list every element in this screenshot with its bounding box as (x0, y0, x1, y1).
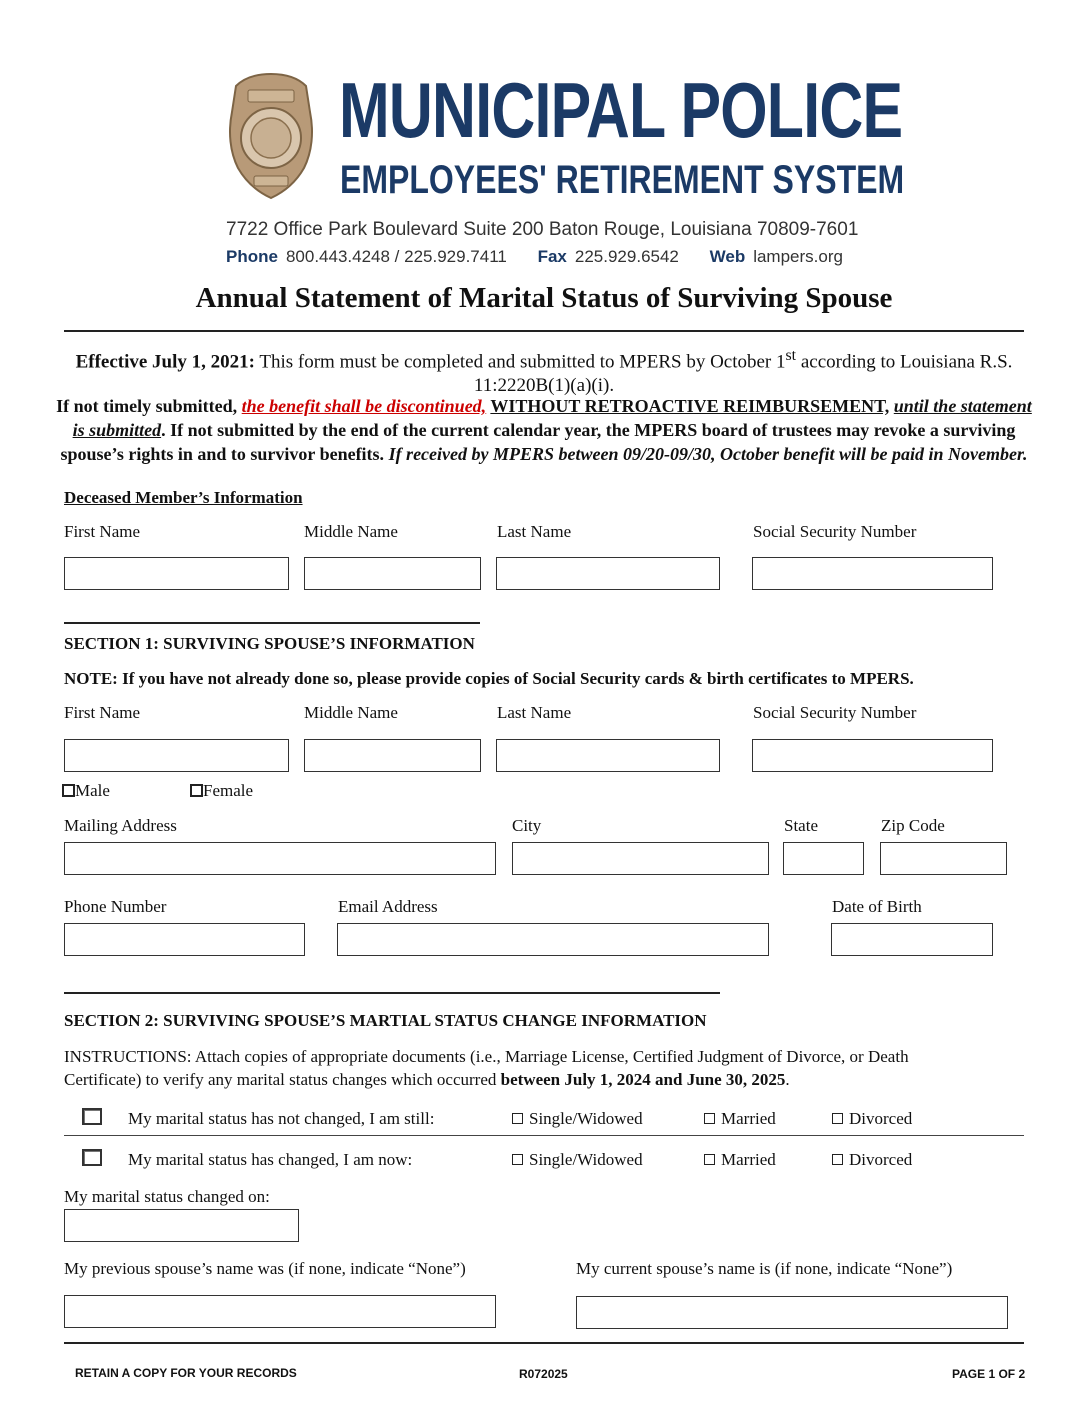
section2-heading: SECTION 2: SURVIVING SPOUSE’S MARTIAL STATUS CHANGE INFORMATION (64, 1011, 707, 1030)
male-checkbox[interactable] (62, 784, 75, 797)
not-changed-married-option[interactable] (704, 1109, 776, 1129)
city-label: City (512, 816, 542, 835)
phone-number-input[interactable] (64, 923, 305, 956)
not-changed-divorced-option[interactable] (832, 1109, 912, 1129)
deceased-last-name-input[interactable] (496, 557, 720, 590)
spouse-first-name-input[interactable] (64, 739, 289, 772)
email-label: Email Address (338, 897, 438, 916)
not-changed-married-label: Married (721, 1109, 776, 1128)
fax-value: 225.929.6542 (574, 247, 679, 266)
web-value: lampers.org (753, 247, 843, 266)
effective-text: This form must be completed and submitted to MPERS by October 1 (254, 351, 786, 373)
deceased-middle-name-label: Middle Name (304, 522, 398, 541)
spouse-last-name-label: Last Name (497, 703, 572, 722)
warning-notice (52, 394, 1036, 466)
org-contact-line (226, 247, 843, 267)
section1-heading: SECTION 1: SURVIVING SPOUSE’S INFORMATION (64, 634, 475, 653)
dob-label: Date of Birth (832, 897, 922, 916)
spouse-last-name-input[interactable] (496, 739, 720, 772)
not-changed-single-checkbox[interactable] (512, 1113, 523, 1124)
current-spouse-input[interactable] (576, 1296, 1008, 1329)
changed-married-checkbox[interactable] (704, 1154, 715, 1165)
deceased-ssn-label: Social Security Number (753, 522, 917, 541)
deceased-middle-name-input[interactable] (304, 557, 481, 590)
not-changed-divorced-label: Divorced (849, 1109, 913, 1128)
female-option[interactable] (190, 781, 253, 801)
female-label: Female (203, 781, 254, 800)
changed-single-label: Single/Widowed (529, 1150, 643, 1169)
not-changed-label: My marital status has not changed, I am still: (128, 1109, 435, 1128)
footer-divider (64, 1342, 1024, 1344)
section1-divider (64, 622, 480, 624)
title-divider (64, 330, 1024, 332)
city-input[interactable] (512, 842, 769, 875)
previous-spouse-input[interactable] (64, 1295, 496, 1328)
not-changed-checkbox[interactable] (82, 1108, 102, 1125)
changed-divorced-option[interactable] (832, 1150, 912, 1170)
not-changed-single-label: Single/Widowed (529, 1109, 643, 1128)
changed-single-checkbox[interactable] (512, 1154, 523, 1165)
state-label: State (784, 816, 818, 835)
dob-input[interactable] (831, 923, 993, 956)
warning-text-2: . If not submitted by the end of the current calendar year, the MPERS board of trustees may revoke a surviving spouse’s rights in and to survivor benefits. (60, 420, 1016, 464)
police-badge-logo (226, 72, 316, 200)
changed-divorced-label: Divorced (849, 1150, 913, 1169)
changed-single-option[interactable] (512, 1150, 643, 1170)
changed-checkbox[interactable] (82, 1149, 102, 1166)
spouse-ssn-label: Social Security Number (753, 703, 917, 722)
email-input[interactable] (337, 923, 769, 956)
zip-input[interactable] (880, 842, 1007, 875)
changed-married-option[interactable] (704, 1150, 776, 1170)
footer-page-number: PAGE 1 OF 2 (952, 1367, 1026, 1381)
spouse-middle-name-input[interactable] (304, 739, 481, 772)
warning-no-reimbursement: WITHOUT RETROACTIVE REIMBURSEMENT, (490, 396, 890, 416)
spouse-ssn-input[interactable] (752, 739, 993, 772)
male-label: Male (75, 781, 110, 800)
deceased-first-name-label: First Name (64, 522, 141, 541)
warning-until-submitted: until the statement is submitted (72, 396, 1032, 440)
phone-value: 800.443.4248 / 225.929.7411 (285, 247, 507, 266)
effective-notice (60, 344, 1028, 398)
page-title: Annual Statement of Marital Status of Surviving Spouse (195, 282, 893, 314)
changed-label: My marital status has changed, I am now: (128, 1150, 413, 1169)
spouse-first-name-label: First Name (64, 703, 141, 722)
zip-label: Zip Code (881, 816, 945, 835)
male-option[interactable] (62, 781, 110, 801)
footer-retain-note: RETAIN A COPY FOR YOUR RECORDS (75, 1366, 297, 1380)
current-spouse-label: My current spouse’s name is (if none, indicate “None”) (576, 1259, 953, 1278)
section1-note: NOTE: If you have not already done so, please provide copies of Social Security cards & birth certificates to MPERS. (64, 669, 914, 688)
deceased-first-name-input[interactable] (64, 557, 289, 590)
not-changed-married-checkbox[interactable] (704, 1113, 715, 1124)
warning-discontinued: the benefit shall be discontinued, (241, 396, 487, 416)
previous-spouse-label: My previous spouse’s name was (if none, indicate “None”) (64, 1259, 466, 1278)
changed-married-label: Married (721, 1150, 776, 1169)
mailing-address-input[interactable] (64, 842, 496, 875)
fax-label: Fax (537, 247, 567, 266)
mailing-address-label: Mailing Address (64, 816, 177, 835)
effective-sup: st (785, 347, 797, 364)
org-name-line1: MUNICIPAL POLICE (339, 66, 903, 154)
spouse-middle-name-label: Middle Name (304, 703, 398, 722)
instructions-period: . (785, 1070, 790, 1089)
state-input[interactable] (783, 842, 864, 875)
not-changed-single-option[interactable] (512, 1109, 643, 1129)
warning-late-payment: If received by MPERS between 09/20-09/30, October benefit will be paid in November. (388, 444, 1028, 464)
instructions-date-range: between July 1, 2024 and June 30, 2025 (500, 1070, 786, 1089)
not-changed-divorced-checkbox[interactable] (832, 1113, 843, 1124)
deceased-last-name-label: Last Name (497, 522, 572, 541)
instructions-line2 (64, 1070, 790, 1090)
instructions-text: Certificate) to verify any marital status changes which occurred (64, 1070, 501, 1089)
org-address: 7722 Office Park Boulevard Suite 200 Baton Rouge, Louisiana 70809-7601 (226, 219, 859, 240)
female-checkbox[interactable] (190, 784, 203, 797)
effective-text-end: according to Louisiana R.S. 11:2220B(1)(a)(i). (473, 351, 1013, 397)
footer-revision-code: R072025 (519, 1367, 568, 1381)
web-label: Web (709, 247, 746, 266)
changed-divorced-checkbox[interactable] (832, 1154, 843, 1165)
phone-number-label: Phone Number (64, 897, 167, 916)
status-row-divider (64, 1135, 1024, 1136)
org-name-line2: EMPLOYEES' RETIREMENT SYSTEM (340, 158, 905, 202)
warning-text-1: If not timely submitted, (56, 396, 242, 416)
changed-on-label: My marital status changed on: (64, 1187, 270, 1206)
section2-divider (64, 992, 720, 994)
deceased-heading: Deceased Member’s Information (64, 488, 303, 507)
effective-label: Effective July 1, 2021: (75, 351, 255, 373)
instructions-line1: INSTRUCTIONS: Attach copies of appropriate documents (i.e., Marriage License, Certified Judgment of Divorce, or Death (64, 1047, 909, 1066)
changed-on-input[interactable] (64, 1209, 299, 1242)
deceased-ssn-input[interactable] (752, 557, 993, 590)
phone-label: Phone (226, 247, 278, 266)
